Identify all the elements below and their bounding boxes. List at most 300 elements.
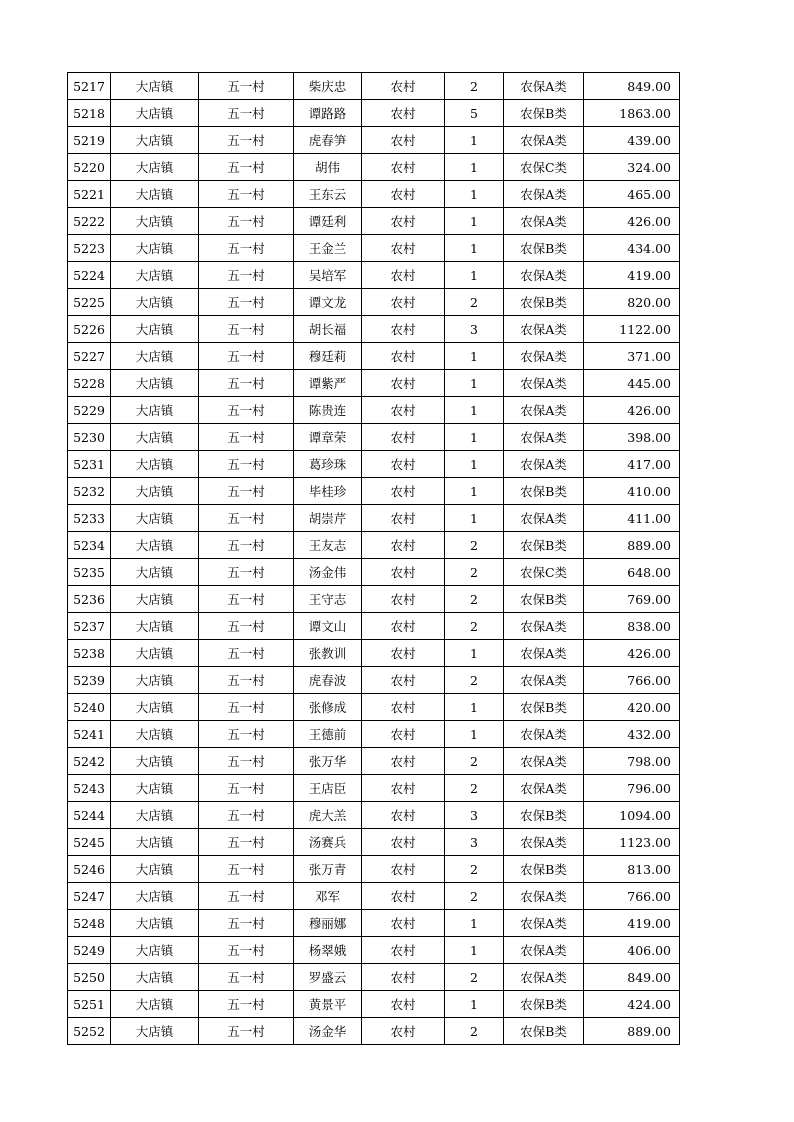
town-cell: 大店镇 — [111, 343, 199, 370]
name-cell: 胡伟 — [294, 154, 362, 181]
insurance-class-cell: 农保A类 — [504, 397, 584, 424]
household-type-cell: 农村 — [362, 100, 445, 127]
name-cell: 谭紫严 — [294, 370, 362, 397]
people-count-cell: 1 — [445, 235, 504, 262]
village-cell: 五一村 — [199, 856, 294, 883]
row-number-cell: 5220 — [68, 154, 111, 181]
village-cell: 五一村 — [199, 154, 294, 181]
village-cell: 五一村 — [199, 289, 294, 316]
town-cell: 大店镇 — [111, 478, 199, 505]
table-row — [68, 829, 680, 856]
household-type-cell: 农村 — [362, 586, 445, 613]
town-cell: 大店镇 — [111, 397, 199, 424]
row-number-cell: 5247 — [68, 883, 111, 910]
table-row — [68, 964, 680, 991]
name-cell: 王店臣 — [294, 775, 362, 802]
insurance-class-cell: 农保A类 — [504, 964, 584, 991]
amount-cell: 445.00 — [584, 370, 680, 397]
household-type-cell: 农村 — [362, 316, 445, 343]
name-cell: 谭路路 — [294, 100, 362, 127]
village-cell: 五一村 — [199, 397, 294, 424]
row-number-cell: 5245 — [68, 829, 111, 856]
table-body — [68, 73, 680, 1045]
row-number-cell: 5236 — [68, 586, 111, 613]
table-row — [68, 667, 680, 694]
village-cell: 五一村 — [199, 694, 294, 721]
insurance-class-cell: 农保C类 — [504, 559, 584, 586]
household-type-cell: 农村 — [362, 640, 445, 667]
village-cell: 五一村 — [199, 100, 294, 127]
insurance-class-cell: 农保A类 — [504, 829, 584, 856]
row-number-cell: 5249 — [68, 937, 111, 964]
people-count-cell: 2 — [445, 667, 504, 694]
insurance-class-cell: 农保A类 — [504, 910, 584, 937]
people-count-cell: 2 — [445, 586, 504, 613]
amount-cell: 419.00 — [584, 910, 680, 937]
name-cell: 黄景平 — [294, 991, 362, 1018]
village-cell: 五一村 — [199, 127, 294, 154]
table-row — [68, 127, 680, 154]
row-number-cell: 5228 — [68, 370, 111, 397]
table-row — [68, 991, 680, 1018]
row-number-cell: 5217 — [68, 73, 111, 100]
name-cell: 汤金伟 — [294, 559, 362, 586]
document-page — [67, 72, 679, 1045]
town-cell: 大店镇 — [111, 883, 199, 910]
household-type-cell: 农村 — [362, 73, 445, 100]
insurance-class-cell: 农保A类 — [504, 262, 584, 289]
household-type-cell: 农村 — [362, 910, 445, 937]
row-number-cell: 5240 — [68, 694, 111, 721]
town-cell: 大店镇 — [111, 100, 199, 127]
insurance-class-cell: 农保A类 — [504, 343, 584, 370]
name-cell: 王德前 — [294, 721, 362, 748]
town-cell: 大店镇 — [111, 208, 199, 235]
town-cell: 大店镇 — [111, 910, 199, 937]
village-cell: 五一村 — [199, 640, 294, 667]
amount-cell: 417.00 — [584, 451, 680, 478]
row-number-cell: 5223 — [68, 235, 111, 262]
village-cell: 五一村 — [199, 73, 294, 100]
insurance-class-cell: 农保B类 — [504, 586, 584, 613]
household-type-cell: 农村 — [362, 991, 445, 1018]
village-cell: 五一村 — [199, 586, 294, 613]
insurance-class-cell: 农保B类 — [504, 478, 584, 505]
town-cell: 大店镇 — [111, 235, 199, 262]
household-type-cell: 农村 — [362, 208, 445, 235]
people-count-cell: 2 — [445, 289, 504, 316]
row-number-cell: 5246 — [68, 856, 111, 883]
village-cell: 五一村 — [199, 343, 294, 370]
amount-cell: 1094.00 — [584, 802, 680, 829]
town-cell: 大店镇 — [111, 505, 199, 532]
row-number-cell: 5248 — [68, 910, 111, 937]
village-cell: 五一村 — [199, 667, 294, 694]
village-cell: 五一村 — [199, 964, 294, 991]
household-type-cell: 农村 — [362, 532, 445, 559]
row-number-cell: 5244 — [68, 802, 111, 829]
household-type-cell: 农村 — [362, 451, 445, 478]
town-cell: 大店镇 — [111, 451, 199, 478]
household-type-cell: 农村 — [362, 289, 445, 316]
household-type-cell: 农村 — [362, 721, 445, 748]
village-cell: 五一村 — [199, 748, 294, 775]
row-number-cell: 5230 — [68, 424, 111, 451]
people-count-cell: 2 — [445, 856, 504, 883]
people-count-cell: 2 — [445, 775, 504, 802]
household-type-cell: 农村 — [362, 748, 445, 775]
household-type-cell: 农村 — [362, 856, 445, 883]
village-cell: 五一村 — [199, 775, 294, 802]
row-number-cell: 5239 — [68, 667, 111, 694]
people-count-cell: 1 — [445, 721, 504, 748]
town-cell: 大店镇 — [111, 154, 199, 181]
name-cell: 谭章荣 — [294, 424, 362, 451]
amount-cell: 411.00 — [584, 505, 680, 532]
village-cell: 五一村 — [199, 181, 294, 208]
people-count-cell: 2 — [445, 559, 504, 586]
insurance-class-cell: 农保B类 — [504, 532, 584, 559]
village-cell: 五一村 — [199, 451, 294, 478]
name-cell: 王东云 — [294, 181, 362, 208]
insurance-class-cell: 农保A类 — [504, 667, 584, 694]
row-number-cell: 5218 — [68, 100, 111, 127]
name-cell: 虎大羔 — [294, 802, 362, 829]
name-cell: 穆廷莉 — [294, 343, 362, 370]
village-cell: 五一村 — [199, 478, 294, 505]
table-row — [68, 802, 680, 829]
table-row — [68, 937, 680, 964]
people-count-cell: 1 — [445, 262, 504, 289]
village-cell: 五一村 — [199, 235, 294, 262]
amount-cell: 324.00 — [584, 154, 680, 181]
insurance-class-cell: 农保B类 — [504, 1018, 584, 1045]
amount-cell: 648.00 — [584, 559, 680, 586]
row-number-cell: 5251 — [68, 991, 111, 1018]
name-cell: 虎春波 — [294, 667, 362, 694]
household-type-cell: 农村 — [362, 775, 445, 802]
amount-cell: 426.00 — [584, 640, 680, 667]
amount-cell: 432.00 — [584, 721, 680, 748]
table-row — [68, 451, 680, 478]
row-number-cell: 5232 — [68, 478, 111, 505]
town-cell: 大店镇 — [111, 829, 199, 856]
row-number-cell: 5219 — [68, 127, 111, 154]
people-count-cell: 1 — [445, 451, 504, 478]
name-cell: 谭文山 — [294, 613, 362, 640]
village-cell: 五一村 — [199, 505, 294, 532]
town-cell: 大店镇 — [111, 694, 199, 721]
amount-cell: 434.00 — [584, 235, 680, 262]
insurance-class-cell: 农保A类 — [504, 748, 584, 775]
people-count-cell: 2 — [445, 1018, 504, 1045]
household-type-cell: 农村 — [362, 1018, 445, 1045]
household-type-cell: 农村 — [362, 964, 445, 991]
amount-cell: 465.00 — [584, 181, 680, 208]
table-row — [68, 640, 680, 667]
amount-cell: 426.00 — [584, 397, 680, 424]
row-number-cell: 5221 — [68, 181, 111, 208]
insurance-class-cell: 农保A类 — [504, 640, 584, 667]
people-count-cell: 1 — [445, 505, 504, 532]
name-cell: 邓军 — [294, 883, 362, 910]
insurance-class-cell: 农保A类 — [504, 370, 584, 397]
table-row — [68, 910, 680, 937]
table-row — [68, 397, 680, 424]
village-cell: 五一村 — [199, 208, 294, 235]
amount-cell: 813.00 — [584, 856, 680, 883]
town-cell: 大店镇 — [111, 991, 199, 1018]
town-cell: 大店镇 — [111, 181, 199, 208]
insurance-class-cell: 农保A类 — [504, 883, 584, 910]
town-cell: 大店镇 — [111, 613, 199, 640]
name-cell: 汤赛兵 — [294, 829, 362, 856]
insurance-class-cell: 农保A类 — [504, 451, 584, 478]
people-count-cell: 3 — [445, 802, 504, 829]
village-cell: 五一村 — [199, 613, 294, 640]
insurance-class-cell: 农保A类 — [504, 181, 584, 208]
table-row — [68, 721, 680, 748]
amount-cell: 420.00 — [584, 694, 680, 721]
household-type-cell: 农村 — [362, 829, 445, 856]
amount-cell: 410.00 — [584, 478, 680, 505]
amount-cell: 1123.00 — [584, 829, 680, 856]
row-number-cell: 5242 — [68, 748, 111, 775]
table-row — [68, 154, 680, 181]
people-count-cell: 1 — [445, 991, 504, 1018]
people-count-cell: 1 — [445, 127, 504, 154]
name-cell: 谭廷利 — [294, 208, 362, 235]
town-cell: 大店镇 — [111, 802, 199, 829]
village-cell: 五一村 — [199, 559, 294, 586]
people-count-cell: 1 — [445, 370, 504, 397]
row-number-cell: 5224 — [68, 262, 111, 289]
table-row — [68, 1018, 680, 1045]
village-cell: 五一村 — [199, 991, 294, 1018]
household-type-cell: 农村 — [362, 802, 445, 829]
people-count-cell: 1 — [445, 181, 504, 208]
table-row — [68, 478, 680, 505]
village-cell: 五一村 — [199, 829, 294, 856]
town-cell: 大店镇 — [111, 640, 199, 667]
household-type-cell: 农村 — [362, 343, 445, 370]
name-cell: 王友志 — [294, 532, 362, 559]
row-number-cell: 5243 — [68, 775, 111, 802]
household-type-cell: 农村 — [362, 154, 445, 181]
amount-cell: 769.00 — [584, 586, 680, 613]
insurance-class-cell: 农保A类 — [504, 775, 584, 802]
town-cell: 大店镇 — [111, 289, 199, 316]
name-cell: 王守志 — [294, 586, 362, 613]
town-cell: 大店镇 — [111, 586, 199, 613]
amount-cell: 889.00 — [584, 532, 680, 559]
insurance-class-cell: 农保A类 — [504, 505, 584, 532]
amount-cell: 766.00 — [584, 883, 680, 910]
row-number-cell: 5250 — [68, 964, 111, 991]
village-cell: 五一村 — [199, 262, 294, 289]
people-count-cell: 2 — [445, 883, 504, 910]
insurance-class-cell: 农保A类 — [504, 127, 584, 154]
row-number-cell: 5226 — [68, 316, 111, 343]
row-number-cell: 5231 — [68, 451, 111, 478]
village-cell: 五一村 — [199, 532, 294, 559]
insurance-class-cell: 农保A类 — [504, 424, 584, 451]
amount-cell: 424.00 — [584, 991, 680, 1018]
village-cell: 五一村 — [199, 937, 294, 964]
row-number-cell: 5234 — [68, 532, 111, 559]
people-count-cell: 5 — [445, 100, 504, 127]
household-type-cell: 农村 — [362, 262, 445, 289]
people-count-cell: 1 — [445, 343, 504, 370]
people-count-cell: 1 — [445, 640, 504, 667]
town-cell: 大店镇 — [111, 964, 199, 991]
table-row — [68, 100, 680, 127]
row-number-cell: 5252 — [68, 1018, 111, 1045]
name-cell: 张教训 — [294, 640, 362, 667]
household-type-cell: 农村 — [362, 478, 445, 505]
name-cell: 柴庆忠 — [294, 73, 362, 100]
people-count-cell: 2 — [445, 748, 504, 775]
town-cell: 大店镇 — [111, 73, 199, 100]
household-type-cell: 农村 — [362, 559, 445, 586]
town-cell: 大店镇 — [111, 262, 199, 289]
table-row — [68, 73, 680, 100]
town-cell: 大店镇 — [111, 721, 199, 748]
household-type-cell: 农村 — [362, 181, 445, 208]
people-count-cell: 1 — [445, 154, 504, 181]
people-count-cell: 2 — [445, 613, 504, 640]
name-cell: 葛珍珠 — [294, 451, 362, 478]
name-cell: 罗盛云 — [294, 964, 362, 991]
row-number-cell: 5237 — [68, 613, 111, 640]
village-cell: 五一村 — [199, 883, 294, 910]
people-count-cell: 1 — [445, 397, 504, 424]
insurance-class-cell: 农保B类 — [504, 694, 584, 721]
town-cell: 大店镇 — [111, 775, 199, 802]
table-row — [68, 694, 680, 721]
amount-cell: 419.00 — [584, 262, 680, 289]
household-type-cell: 农村 — [362, 694, 445, 721]
table-row — [68, 775, 680, 802]
household-type-cell: 农村 — [362, 127, 445, 154]
table-row — [68, 181, 680, 208]
name-cell: 汤金华 — [294, 1018, 362, 1045]
table-row — [68, 532, 680, 559]
town-cell: 大店镇 — [111, 856, 199, 883]
town-cell: 大店镇 — [111, 937, 199, 964]
town-cell: 大店镇 — [111, 316, 199, 343]
table-row — [68, 748, 680, 775]
amount-cell: 849.00 — [584, 964, 680, 991]
row-number-cell: 5235 — [68, 559, 111, 586]
insurance-class-cell: 农保A类 — [504, 73, 584, 100]
village-cell: 五一村 — [199, 316, 294, 343]
insurance-class-cell: 农保A类 — [504, 316, 584, 343]
people-count-cell: 1 — [445, 910, 504, 937]
row-number-cell: 5222 — [68, 208, 111, 235]
household-type-cell: 农村 — [362, 505, 445, 532]
insurance-class-cell: 农保B类 — [504, 289, 584, 316]
row-number-cell: 5238 — [68, 640, 111, 667]
amount-cell: 820.00 — [584, 289, 680, 316]
name-cell: 穆丽娜 — [294, 910, 362, 937]
amount-cell: 398.00 — [584, 424, 680, 451]
people-count-cell: 1 — [445, 208, 504, 235]
name-cell: 张万青 — [294, 856, 362, 883]
insurance-class-cell: 农保A类 — [504, 613, 584, 640]
row-number-cell: 5229 — [68, 397, 111, 424]
town-cell: 大店镇 — [111, 1018, 199, 1045]
amount-cell: 1122.00 — [584, 316, 680, 343]
table-row — [68, 343, 680, 370]
amount-cell: 889.00 — [584, 1018, 680, 1045]
name-cell: 张万华 — [294, 748, 362, 775]
amount-cell: 849.00 — [584, 73, 680, 100]
town-cell: 大店镇 — [111, 748, 199, 775]
table-row — [68, 586, 680, 613]
name-cell: 王金兰 — [294, 235, 362, 262]
amount-cell: 426.00 — [584, 208, 680, 235]
name-cell: 虎春笋 — [294, 127, 362, 154]
household-type-cell: 农村 — [362, 424, 445, 451]
household-type-cell: 农村 — [362, 667, 445, 694]
name-cell: 毕桂珍 — [294, 478, 362, 505]
insurance-class-cell: 农保B类 — [504, 235, 584, 262]
amount-cell: 439.00 — [584, 127, 680, 154]
insurance-class-cell: 农保B类 — [504, 991, 584, 1018]
data-table — [67, 72, 680, 1045]
name-cell: 张修成 — [294, 694, 362, 721]
town-cell: 大店镇 — [111, 559, 199, 586]
village-cell: 五一村 — [199, 1018, 294, 1045]
insurance-class-cell: 农保B类 — [504, 856, 584, 883]
row-number-cell: 5241 — [68, 721, 111, 748]
insurance-class-cell: 农保A类 — [504, 208, 584, 235]
table-row — [68, 262, 680, 289]
insurance-class-cell: 农保A类 — [504, 721, 584, 748]
people-count-cell: 2 — [445, 964, 504, 991]
village-cell: 五一村 — [199, 370, 294, 397]
amount-cell: 766.00 — [584, 667, 680, 694]
household-type-cell: 农村 — [362, 235, 445, 262]
amount-cell: 371.00 — [584, 343, 680, 370]
table-row — [68, 613, 680, 640]
village-cell: 五一村 — [199, 802, 294, 829]
table-row — [68, 424, 680, 451]
town-cell: 大店镇 — [111, 424, 199, 451]
people-count-cell: 1 — [445, 424, 504, 451]
household-type-cell: 农村 — [362, 397, 445, 424]
household-type-cell: 农村 — [362, 613, 445, 640]
town-cell: 大店镇 — [111, 667, 199, 694]
name-cell: 吴培军 — [294, 262, 362, 289]
insurance-class-cell: 农保A类 — [504, 937, 584, 964]
people-count-cell: 1 — [445, 478, 504, 505]
table-row — [68, 370, 680, 397]
insurance-class-cell: 农保B类 — [504, 100, 584, 127]
table-row — [68, 559, 680, 586]
amount-cell: 838.00 — [584, 613, 680, 640]
table-row — [68, 208, 680, 235]
table-row — [68, 505, 680, 532]
village-cell: 五一村 — [199, 424, 294, 451]
amount-cell: 1863.00 — [584, 100, 680, 127]
town-cell: 大店镇 — [111, 127, 199, 154]
people-count-cell: 2 — [445, 532, 504, 559]
people-count-cell: 3 — [445, 316, 504, 343]
table-row — [68, 856, 680, 883]
household-type-cell: 农村 — [362, 883, 445, 910]
